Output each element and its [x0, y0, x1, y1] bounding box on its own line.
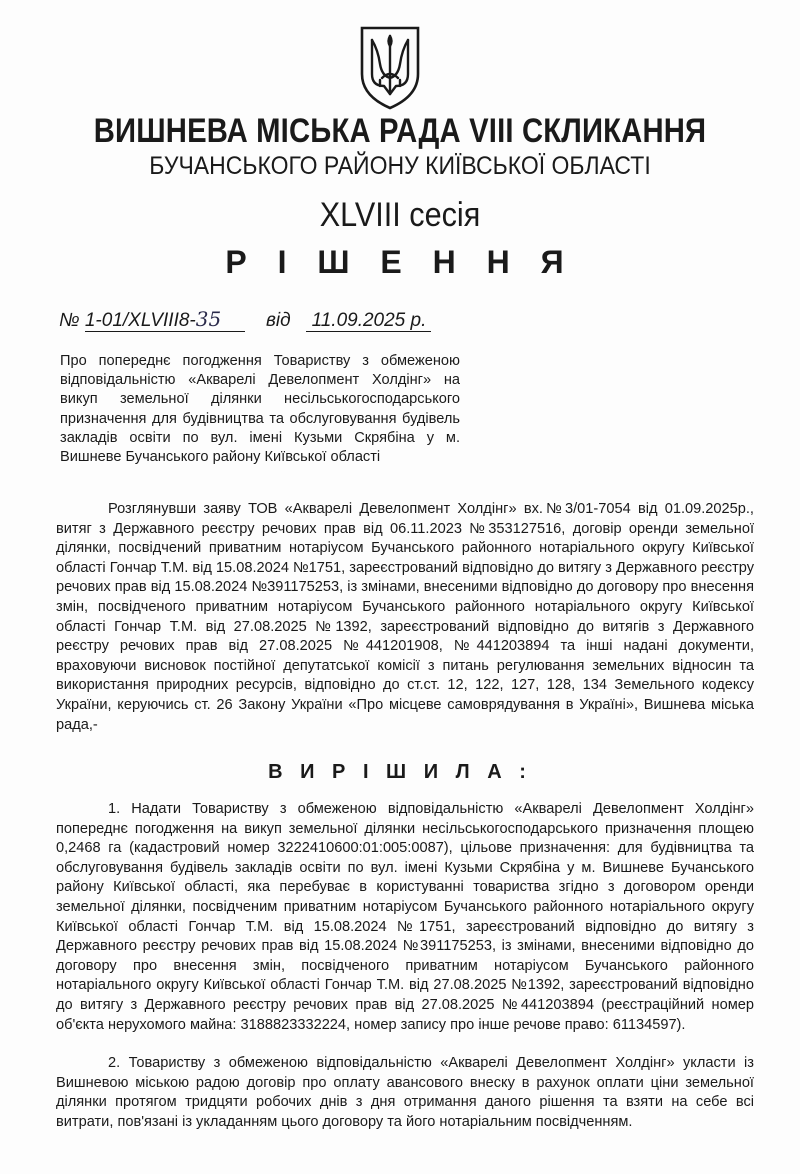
council-name: ВИШНЕВА МІСЬКА РАДА VIII СКЛИКАННЯ [93, 112, 707, 150]
decision-subject: Про попереднє погодження Товариству з обмеженою відповідальністю «Акварелі Девелопмент Холдінг» на викуп земельної ділянки несільськогосподарського призначення для будівництва та обслуговування будівель закладів освіти по вул. імені Кузьми Скрябіна у м. Вишневе Бучанського району Київської області [60, 353, 460, 466]
decision-item-2: 2. Товариству з обмеженою відповідальністю «Акварелі Девелопмент Холдінг» укласти із Вишневою міською радою договір про оплату авансового внеску в рахунок оплати ціни земельної ділянки протягом тридцяти робочих днів з дня отримання даного рішення та взяти на себе всі витрати, пов'язані із укладанням цього договору та його нотаріальним посвідченням. [56, 1055, 754, 1130]
number-sign: № [59, 310, 80, 331]
preamble-paragraph: Розглянувши заяву ТОВ «Акварелі Девелопмент Холдінг» вх.№3/01-7054 від 01.09.2025р., витяг з Державного реєстру речових прав від 06.11.2023 №353127516, договір оренди земельної ділянки, посвідчений приватним нотаріусом Бучанського районного нотаріального округу Київської області Гончар Т.М. від 15.08.2024 №1751, зареєстрований відповідно до витягу з Державного реєстру речових прав від 15.08.2024 №391175253, із змінами, внесеними відповідно до договору про внесення змін, посвідченого приватним нотаріусом Бучанського районного нотаріального округу Київської області Гончар Т.М. від 27.08.2025 №1392, зареєстрований відповідно до витягів з Державного реєстру речових прав від 27.08.2025 №441201908, №441203894 та інші надані документи, враховуючи висновок постійної депутатської комісії з питань регулювання земельних відносин та використання природних ресурсів, відповідно до ст.ст. 12, 122, 127, 128, 134 Земельного кодексу України, керуючись ст. 26 Закону України «Про місцеве самоврядування в Україні», Вишнева міська рада,- [56, 501, 754, 733]
council-region: БУЧАНСЬКОГО РАЙОНУ КИЇВСЬКОЇ ОБЛАСТІ [149, 152, 651, 180]
session-number: XLVIII сесія [319, 196, 481, 234]
decision-item-1: 1. Надати Товариству з обмеженою відповідальністю «Акварелі Девелопмент Холдінг» попереднє погодження на викуп земельної ділянки несільськогосподарського призначення площею 0,2468 га (кадастровий номер 3222410600:01:005:0087), цільове призначення: для будівництва та обслуговування будівель закладів освіти по вул. імені Кузьми Скрябіна у м. Вишневе Бучанського району Київської області, яка перебуває в користуванні товариства згідно з договором оренди земельної ділянки, посвідченим приватним нотаріусом Бучанського районного нотаріального округу Київської області Гончар Т.М. від 15.08.2024 №1751, зареєстрований відповідно до витягу з Державного реєстру речових прав від 15.08.2024 №391175253, із змінами, внесеними відповідно до договору про внесення змін, посвідченого приватним нотаріусом Бучанського районного нотаріального округу Київської області Гончар Т.М. від 27.08.2025 №1392, зареєстрований відповідно до витягу з Державного реєстру речових прав від 27.08.2025 №441203894 (реєстраційний номер об'єкта нерухомого майна: 3188823332224, номер запису про інше речове право: 61134597). [56, 801, 754, 1033]
decision-number-handwritten: 35 [195, 307, 222, 331]
decision-number: 1-01/XLVIII8-35 [85, 309, 245, 332]
decision-date: 11.09.2025 р. [306, 311, 431, 332]
document-type-heading: Р І Ш Е Н Н Я [225, 244, 575, 280]
coat-of-arms-trident-icon [358, 24, 422, 110]
decision-number-line [59, 309, 431, 332]
date-prefix: від [265, 310, 291, 331]
resolved-heading: В И Р І Ш И Л А : [268, 761, 532, 783]
